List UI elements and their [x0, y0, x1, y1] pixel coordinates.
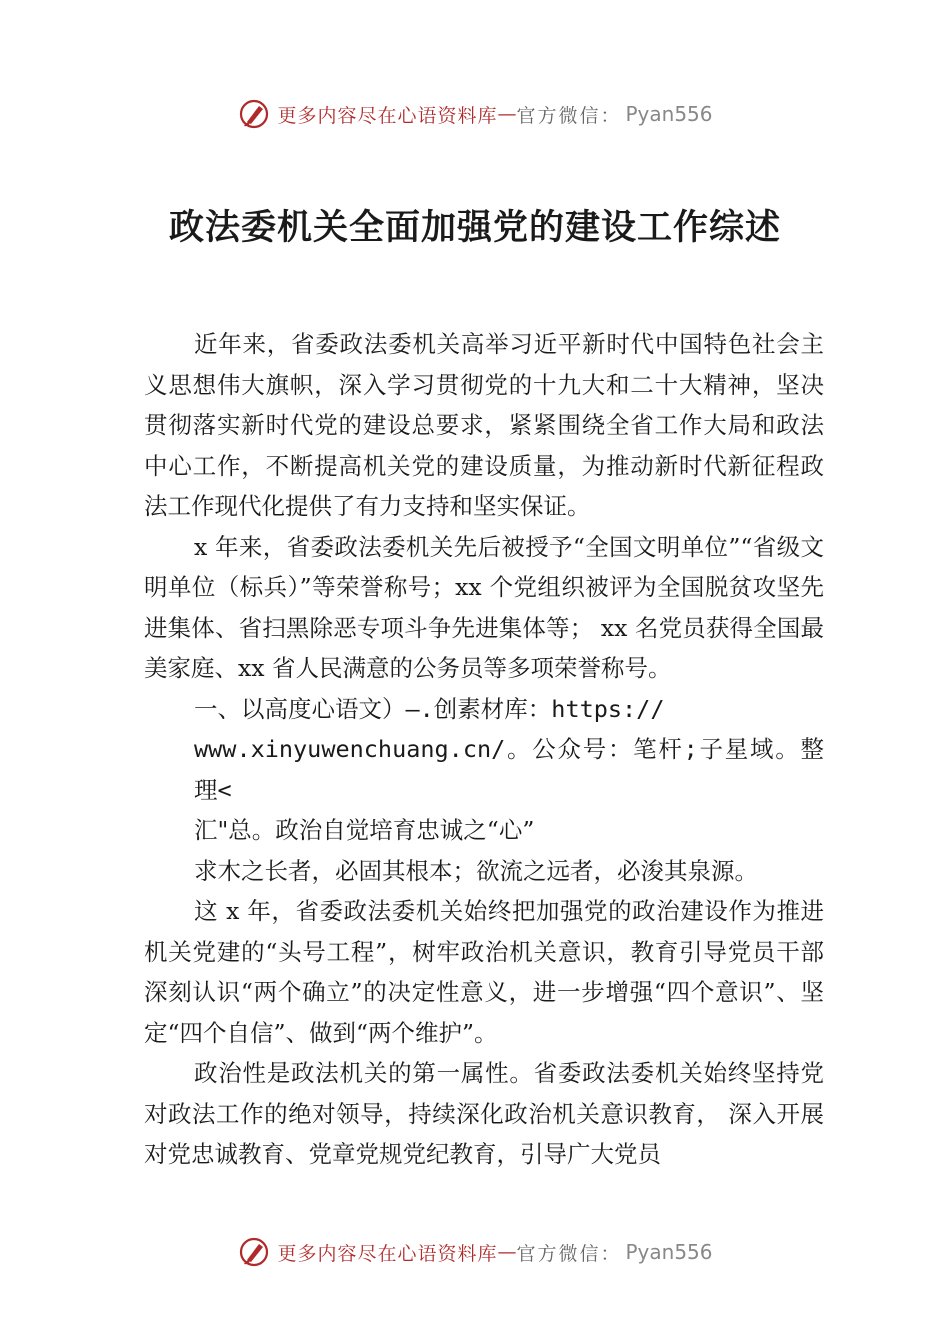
- pen-nib-logo-icon: [237, 1235, 271, 1269]
- banner-brand-text: 更多内容尽在心语资料库: [277, 104, 498, 127]
- banner-dash: —: [497, 103, 517, 125]
- paragraph-quote: 求木之长者，必固其根本；欲流之远者，必浚其泉源。: [194, 856, 758, 885]
- footer-brand-text: 更多内容尽在心语资料库: [277, 1242, 498, 1265]
- footer-dash: —: [497, 1241, 517, 1263]
- header-banner: [0, 94, 950, 134]
- document-title: 政法委机关全面加强党的建设工作综述: [168, 207, 781, 248]
- paragraph-intro: 近年来，省委政法委机关高举习近平新时代中国特色社会主义思想伟大旗帜，深入学习贯彻党的十九大和二十大精神，坚决贯彻落实新时代党的建设总要求，紧紧围绕全省工作大局和政法中心工作，不断提高机关党的建设质量，为推动新时代新征程政法工作现代化提供了有力支持和坚实保证。: [144, 330, 824, 520]
- paragraph-political-nature: 政治性是政法机关的第一属性。省委政法委机关始终坚持党对政法工作的绝对领导，持续深化政治机关意识教育， 深入开展对党忠诚教育、党章党规党纪教育，引导广大党员: [144, 1059, 824, 1168]
- section-heading-line-1: 一、以高度心语文）—.创素材库：https://: [194, 694, 665, 723]
- footer-banner: [0, 1232, 950, 1272]
- banner-wechat-label: 官方微信：: [516, 104, 622, 127]
- section-heading-line-3: 汇"总。政治自觉培育忠诚之“心”: [194, 816, 535, 844]
- footer-wechat-label: 官方微信：: [516, 1242, 622, 1265]
- document-body: [144, 324, 824, 1175]
- banner-wechat-id: Pyan556: [625, 102, 713, 126]
- footer-wechat-id: Pyan556: [625, 1240, 713, 1264]
- paragraph-honors: x 年来，省委政法委机关先后被授予“全国文明单位”“省级文明单位（标兵）”等荣誉称号；xx 个党组织被评为全国脱贫攻坚先进集体、省扫黑除恶专项斗争先进集体等； xx 名党员获得全国最美家庭、xx 省人民满意的公务员等多项荣誉称号。: [144, 532, 824, 682]
- section-heading-line-2: www.xinyuwenchuang.cn/。公众号：笔杆;子星域。整理<: [194, 735, 824, 804]
- pen-nib-logo-icon: [237, 97, 271, 131]
- paragraph-political-construction: 这 x 年，省委政法委机关始终把加强党的政治建设作为推进机关党建的“头号工程”，树牢政治机关意识，教育引导党员干部深刻认识“两个确立”的决定性意义，进一步增强“四个意识”、坚定“四个自信”、做到“两个维护”。: [144, 897, 824, 1047]
